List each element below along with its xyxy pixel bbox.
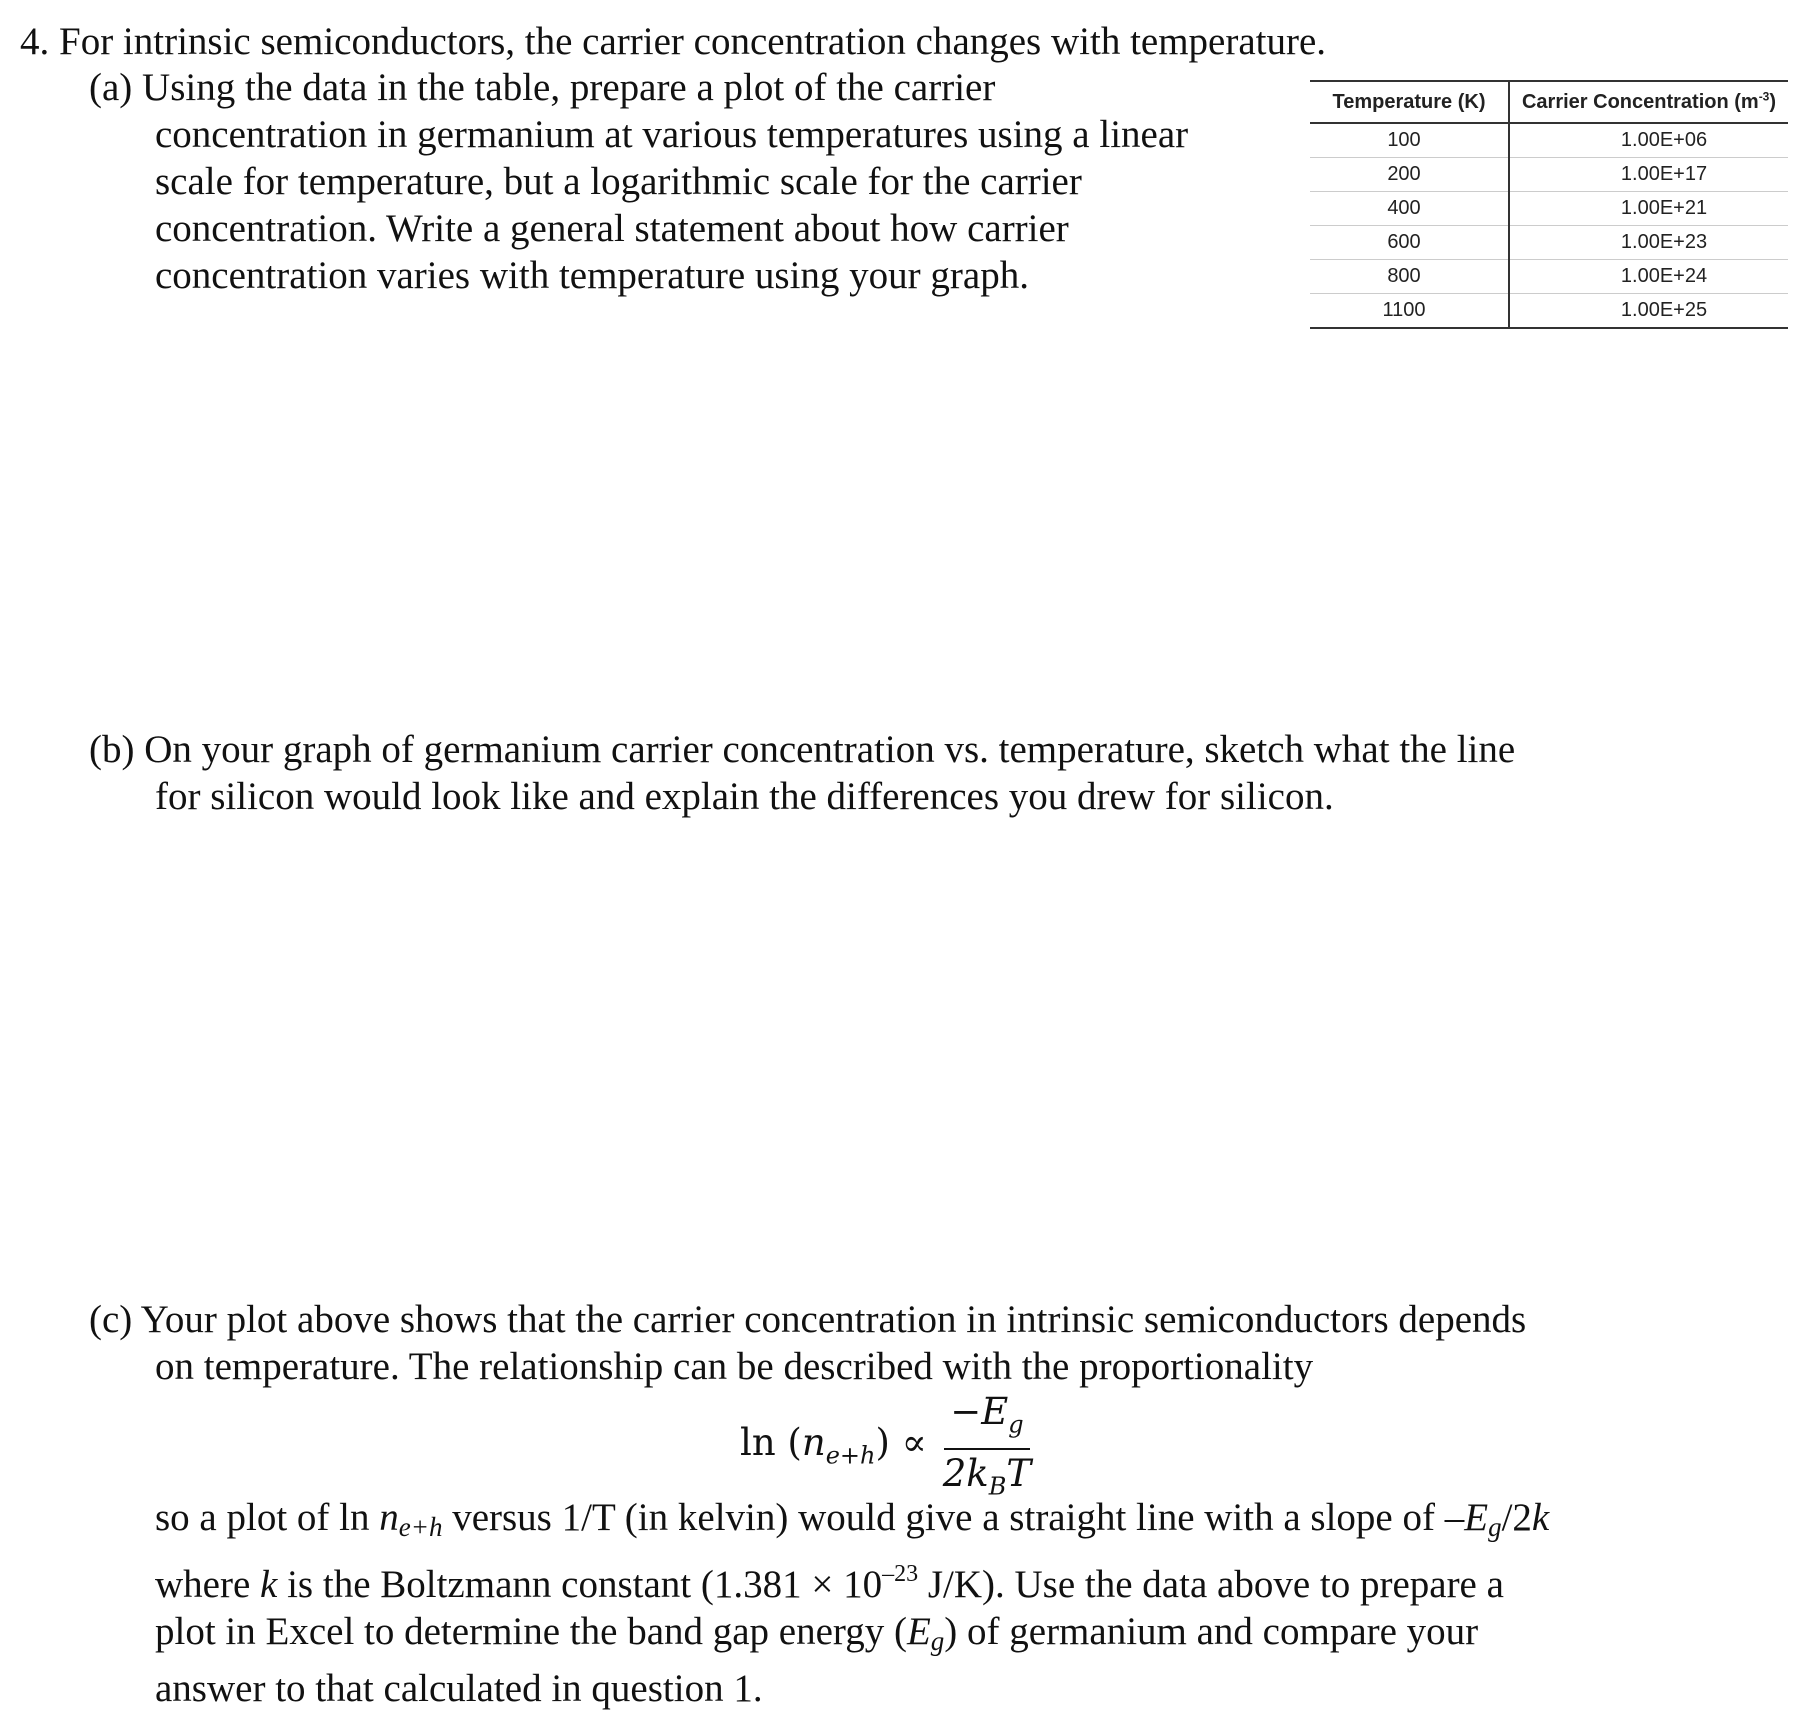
- part-a-line: concentration. Write a general statement about how carrier: [155, 207, 1069, 250]
- cell-temperature: 100: [1310, 123, 1509, 158]
- text-run: /2: [1501, 1496, 1532, 1539]
- cell-concentration: 1.00E+25: [1509, 294, 1788, 329]
- table-row: [1310, 294, 1788, 329]
- cell-concentration: 1.00E+17: [1509, 158, 1788, 192]
- var-eg: E: [906, 1610, 931, 1653]
- part-b-line: (b) On your graph of germanium carrier concentration vs. temperature, sketch what the line: [89, 728, 1516, 771]
- part-c-text: [89, 1296, 1526, 1390]
- cell-concentration: 1.00E+24: [1509, 260, 1788, 294]
- var-n: n: [379, 1496, 399, 1539]
- part-b-line: for silicon would look like and explain the differences you drew for silicon.: [155, 775, 1334, 818]
- formula-n-sub: e+h: [825, 1441, 876, 1470]
- text-run: where: [155, 1563, 261, 1606]
- table-row: [1310, 226, 1788, 260]
- table-row: [1310, 260, 1788, 294]
- exponent: –23: [882, 1561, 919, 1587]
- table-row: [1310, 123, 1788, 158]
- part-c-line: on temperature. The relationship can be described with the proportionality: [155, 1345, 1314, 1388]
- var-k: k: [260, 1563, 278, 1606]
- formula-numerator-eg: −E: [950, 1390, 1009, 1433]
- formula-denominator-sub: B: [988, 1472, 1007, 1501]
- table-row: [1310, 158, 1788, 192]
- part-c-continued: [89, 1494, 1549, 1712]
- proportionality-formula: [740, 1390, 1031, 1509]
- part-a-line: concentration in germanium at various temperatures using a linear: [155, 113, 1189, 156]
- cell-concentration: 1.00E+23: [1509, 226, 1788, 260]
- header-carrier-concentration: [1509, 81, 1788, 123]
- var-eg-sub: g: [930, 1626, 945, 1656]
- cell-temperature: 1100: [1310, 294, 1509, 329]
- var-eg: E: [1464, 1496, 1489, 1539]
- formula-numerator-sub: g: [1008, 1410, 1024, 1439]
- part-c-line: (c) Your plot above shows that the carrier concentration in intrinsic semiconductors depends: [89, 1298, 1527, 1341]
- header-unit-exponent: -3: [1758, 88, 1770, 103]
- cell-concentration: 1.00E+21: [1509, 192, 1788, 226]
- header-carrier-label: Carrier Concentration (m: [1521, 90, 1759, 113]
- header-temperature: Temperature (K): [1310, 81, 1509, 123]
- part-a-line: (a) Using the data in the table, prepare a plot of the carrier: [89, 66, 996, 109]
- table-header-row: [1310, 81, 1788, 123]
- header-close-paren: ): [1769, 90, 1777, 113]
- text-run: J/K). Use the data above to prepare a: [918, 1563, 1504, 1606]
- part-c-line-4: [89, 1551, 1549, 1608]
- proportional-symbol: ∝: [901, 1421, 927, 1465]
- formula-n: n: [801, 1421, 826, 1465]
- part-a-line: concentration varies with temperature using your graph.: [155, 254, 1029, 297]
- formula-ln: ln: [740, 1421, 776, 1465]
- question-title: 4. For intrinsic semiconductors, the carrier concentration changes with temperature.: [20, 20, 1327, 63]
- part-c-line-6: answer to that calculated in question 1.: [155, 1667, 763, 1710]
- formula-fraction: [943, 1390, 1031, 1509]
- text-run: plot in Excel to determine the band gap energy (: [155, 1610, 907, 1653]
- part-a-text: [89, 64, 1188, 299]
- formula-numerator: [944, 1390, 1029, 1450]
- table-row: [1310, 192, 1788, 226]
- var-eg-sub: g: [1488, 1512, 1502, 1542]
- text-run: is the Boltzmann constant (1.381 × 10: [277, 1563, 883, 1606]
- text-run: so a plot of ln: [155, 1496, 380, 1539]
- cell-temperature: 400: [1310, 192, 1509, 226]
- part-b-text: [89, 726, 1515, 820]
- cell-concentration: 1.00E+06: [1620, 129, 1708, 151]
- cell-temperature: 200: [1310, 158, 1509, 192]
- text-run: ) of germanium and compare your: [944, 1610, 1479, 1653]
- part-c-line-3: [89, 1494, 1549, 1551]
- part-c-line-5: [89, 1608, 1549, 1665]
- formula-denominator-t: T: [1006, 1452, 1032, 1496]
- cell-temperature: 800: [1310, 260, 1509, 294]
- var-n-sub: e+h: [398, 1512, 443, 1542]
- cell-temperature: 600: [1310, 226, 1509, 260]
- data-table: [1310, 80, 1788, 329]
- formula-lhs: $\ln (n_{e+h})$ ∝: [740, 1421, 927, 1470]
- part-a-line: scale for temperature, but a logarithmic scale for the carrier: [155, 160, 1082, 203]
- formula-denominator-k: 2k: [942, 1452, 989, 1496]
- var-k: k: [1531, 1496, 1550, 1539]
- text-run: versus 1/T (in kelvin) would give a straight line with a slope of –: [442, 1496, 1465, 1539]
